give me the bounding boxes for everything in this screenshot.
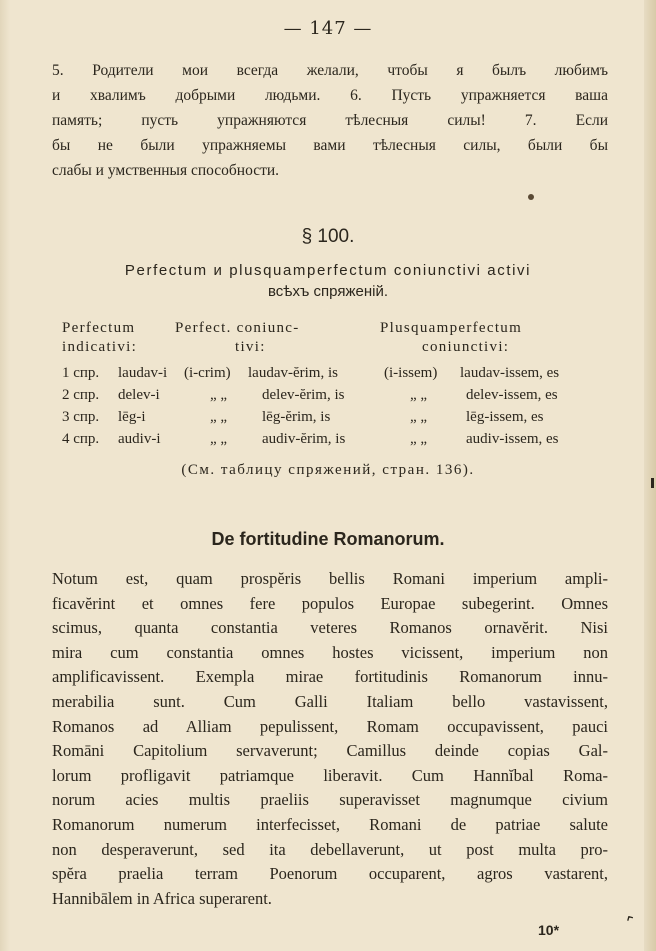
text-line: mira cum constantia omnes hostes vicissent, imperium non (52, 642, 608, 662)
column-header: tivi: (235, 339, 266, 355)
perfect-subjunctive: delev-ĕrim, is (262, 387, 345, 403)
reading-heading: De fortitudine Romanorum. (211, 529, 445, 549)
perfect-indicative: lēg-i (118, 409, 146, 425)
ink-dot (528, 194, 534, 200)
text-line: слабы и умственныя способности. (52, 162, 280, 179)
ditto-mark: „ „ (410, 431, 428, 447)
ditto-mark: „ „ (210, 409, 228, 425)
text-line: и хвалимъ добрыми людьми. 6. Пусть упражняется ваша (52, 87, 608, 104)
section-subtitle: всѣхъ спряженій. (268, 283, 388, 300)
column-header: Perfectum (62, 320, 136, 336)
text-line: Notum est, quam prospĕris bellis Romani imperium ampli- (52, 569, 608, 588)
conjugation-label: 2 спр. (62, 387, 100, 403)
latin-paragraph (52, 567, 608, 911)
perfect-indicative: audiv-i (118, 431, 161, 447)
section-number: § 100. (301, 226, 355, 247)
perfect-indicative: delev-i (118, 387, 160, 403)
text-line: Romanorum numerum interfecisset, Romani de patriae salute (52, 814, 608, 834)
table-row (62, 409, 602, 431)
text-line: spĕra praelia terram Poenorum occuparent, agros vastarent, (52, 864, 608, 884)
pluperfect-subjunctive: audiv-issem, es (466, 431, 559, 447)
ditto-mark: „ „ (410, 409, 428, 425)
suffix-note: (i-crim) (184, 365, 231, 381)
text-line: scimus, quanta constantia veteres Romanos ornavĕrit. Nisi (52, 618, 608, 638)
perfect-indicative: laudav-i (118, 365, 168, 381)
text-line: non desperaverunt, sed ita debellaverunt, ut post multa pro- (52, 839, 608, 859)
table-row (62, 431, 602, 453)
margin-mark (651, 478, 654, 488)
section-title: Perfectum и plusquamperfectum coniunctivi activi (124, 262, 532, 279)
text-line: amplificavissent. Exempla mirae fortitudinis Romanorum innu- (52, 667, 608, 687)
table-reference: (См. таблицу спряжений, стран. 136). (181, 462, 475, 478)
table-row (62, 365, 602, 387)
signature-mark: 10* (538, 922, 560, 938)
text-line: norum acies multis praeliis superavisset magnumque civium (52, 790, 608, 810)
table-row (62, 387, 602, 409)
perfect-subjunctive: audiv-ĕrim, is (262, 431, 346, 447)
conjugation-label: 4 спр. (62, 431, 100, 447)
column-header: indicativi: (62, 339, 138, 355)
text-line: ficavĕrint et omnes fere populos Europae subegerint. Omnes (52, 593, 608, 613)
text-line: 5. Родители мои всегда желали, чтобы я былъ любимъ (52, 62, 608, 79)
column-header: Plusquamperfectum (380, 320, 523, 336)
ditto-mark: „ „ (210, 387, 228, 403)
text-line: lorum profligavit patriamque liberavit. Cum Hannĭbal Roma- (52, 765, 608, 785)
suffix-note: (i-issem) (384, 365, 438, 381)
pluperfect-subjunctive: laudav-issem, es (460, 365, 560, 381)
ditto-mark: „ „ (210, 431, 228, 447)
text-line: бы не были упражняемы вами тѣлесныя силы, были бы (52, 137, 608, 154)
perfect-subjunctive: laudav-ĕrim, is (248, 365, 338, 381)
text-line: память; пусть упражняются тѣлесныя силы! 7. Если (52, 112, 608, 129)
perfect-subjunctive: lēg-ĕrim, is (262, 409, 331, 425)
text-line: merabilia sunt. Cum Galli Italiam bello vastavissent, (52, 691, 608, 711)
page-number: — 147 — (283, 18, 373, 39)
russian-paragraph (52, 58, 608, 183)
text-line: Romanos ad Alliam pepulissent, Romam occupavissent, pauci (52, 716, 608, 736)
text-line: Romāni Capitolium servaverunt; Camillus deinde copias Gal- (52, 741, 608, 761)
pencil-mark: ⌃ (621, 909, 643, 934)
column-header: coniunctivi: (422, 339, 510, 355)
column-header: Perfect. coniunc- (175, 320, 300, 336)
conjugation-label: 1 спр. (62, 365, 100, 381)
conjugation-label: 3 спр. (62, 409, 100, 425)
pluperfect-subjunctive: lēg-issem, es (466, 409, 544, 425)
text-line: Hannibālem in Africa superarent. (52, 888, 272, 908)
pluperfect-subjunctive: delev-issem, es (466, 387, 558, 403)
ditto-mark: „ „ (410, 387, 428, 403)
